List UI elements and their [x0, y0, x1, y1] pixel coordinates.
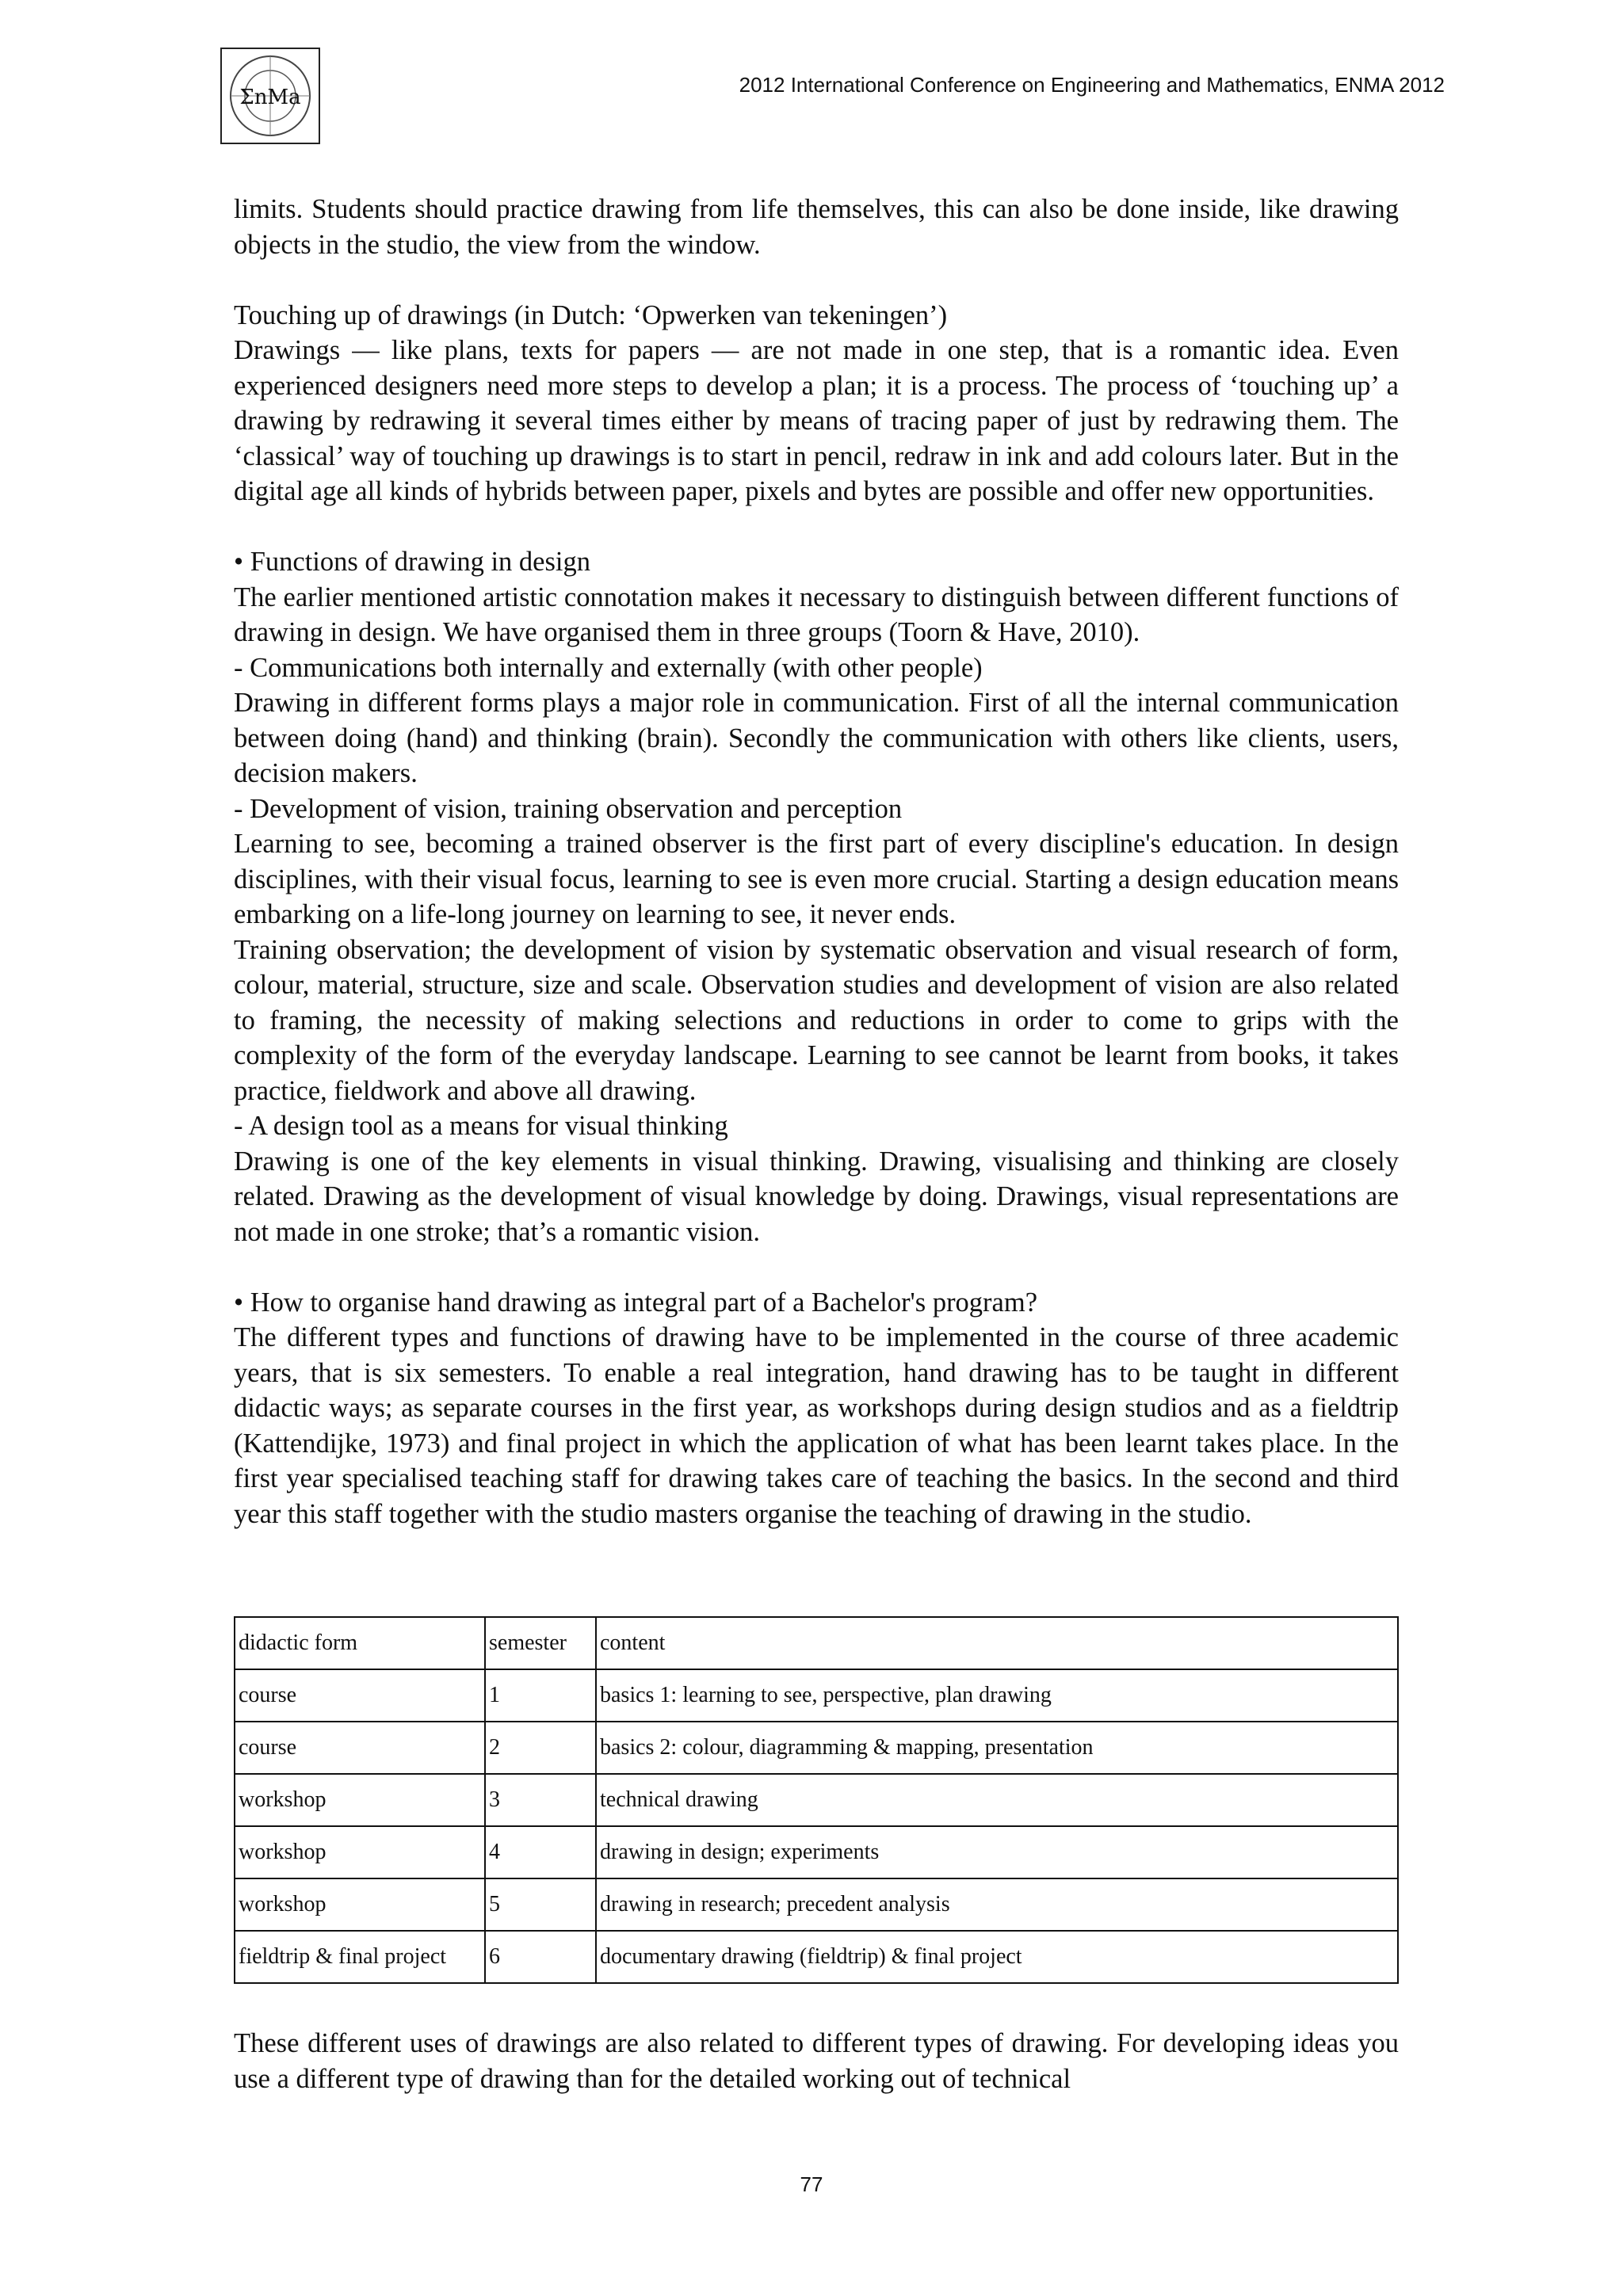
logo-text: ΣnMa	[239, 86, 301, 109]
table-cell: drawing in research; precedent analysis	[596, 1878, 1398, 1931]
paragraph: Training observation; the development of vision by systematic observation and visual research of form, colour, material, structure, size and scale. Observation studies and development of vision are also related to framing, the necessity of making selections and reductions in order to come to grips with the complexity of the form of the everyday landscape. Learning to see cannot be learnt from books, it takes practice, fieldwork and above all drawing.	[234, 934, 1399, 1106]
table-header-row	[235, 1617, 1398, 1669]
table-cell: workshop	[235, 1774, 485, 1826]
table-cell: fieldtrip & final project	[235, 1931, 485, 1983]
table-row	[235, 1878, 1398, 1931]
table-cell: workshop	[235, 1826, 485, 1878]
table-cell: 5	[485, 1878, 596, 1931]
body-text	[234, 192, 1399, 1531]
table-cell: 3	[485, 1774, 596, 1826]
paragraph: These different uses of drawings are also related to different types of drawing. For developing ideas you use a different type of drawing than for the detailed working out of technical	[234, 2028, 1399, 2094]
table-cell: 6	[485, 1931, 596, 1983]
paragraph: Drawings — like plans, texts for papers — are not made in one step, that is a romantic idea. Even experienced designers need more steps to develop a plan; it is a process. The process of ‘touching up’ a drawing by redrawing it several times either by means of tracing paper of just by redrawing them. The ‘classical’ way of touching up drawings is to start in pencil, redraw in ink and add colours later. But in the digital age all kinds of hybrids between paper, pixels and bytes are possible and offer new opportunities.	[234, 335, 1399, 506]
section-heading: Touching up of drawings (in Dutch: ‘Opwerken van tekeningen’)	[234, 299, 948, 330]
table-header-cell: didactic form	[235, 1617, 485, 1669]
page-number: 77	[800, 2172, 823, 2196]
table-row	[235, 1669, 1398, 1722]
table-cell: 2	[485, 1722, 596, 1774]
enma-logo-icon	[220, 48, 320, 144]
paragraph: limits. Students should practice drawing from life themselves, this can also be done inside, like drawing objects in the studio, the view from the window.	[234, 194, 1399, 260]
table-cell: course	[235, 1722, 485, 1774]
table-cell: 1	[485, 1669, 596, 1722]
paragraph: Drawing in different forms plays a major role in communication. First of all the internal communication between doing (hand) and thinking (brain). Secondly the communication with others like clients, users, decision makers.	[234, 688, 1399, 788]
paragraph: Drawing is one of the key elements in visual thinking. Drawing, visualising and thinking are closely related. Drawing as the development of visual knowledge by doing. Drawings, visual representations are not made in one stroke; that’s a romantic vision.	[234, 1146, 1399, 1247]
conference-logo	[220, 48, 320, 144]
paragraph: The different types and functions of drawing have to be implemented in the course of three academic years, that is six semesters. To enable a real integration, hand drawing has to be taught in different didactic ways; as separate courses in the first year, as workshops during design studios and as a fieldtrip (Kattendijke, 1973) and final project in which the application of what has been learnt takes place. In the first year specialised teaching staff for drawing takes care of teaching the basics. In the second and third year this staff together with the studio masters organise the teaching of drawing in the studio.	[234, 1322, 1399, 1529]
section-heading: • How to organise hand drawing as integral part of a Bachelor's program?	[234, 1287, 1038, 1318]
table-header-cell: content	[596, 1617, 1398, 1669]
table-row	[235, 1826, 1398, 1878]
subsection-heading: - Development of vision, training observation and perception	[234, 793, 903, 824]
table-cell: documentary drawing (fieldtrip) & final project	[596, 1931, 1398, 1983]
table-cell: basics 2: colour, diagramming & mapping, presentation	[596, 1722, 1398, 1774]
subsection-heading: - Communications both internally and externally (with other people)	[234, 652, 983, 683]
table-row	[235, 1722, 1398, 1774]
table-cell: drawing in design; experiments	[596, 1826, 1398, 1878]
table-cell: basics 1: learning to see, perspective, plan drawing	[596, 1669, 1398, 1722]
table-cell: workshop	[235, 1878, 485, 1931]
running-header: 2012 International Conference on Engineering and Mathematics, ENMA 2012	[739, 73, 1445, 97]
table-cell: technical drawing	[596, 1774, 1398, 1826]
paragraph: The earlier mentioned artistic connotation makes it necessary to distinguish between different functions of drawing in design. We have organised them in three groups (Toorn & Have, 2010).	[234, 582, 1399, 647]
subsection-heading: - A design tool as a means for visual thinking	[234, 1111, 728, 1141]
paragraph: Learning to see, becoming a trained observer is the first part of every discipline's education. In design disciplines, with their visual focus, learning to see is even more crucial. Starting a design education means embarking on a life-long journey on learning to see, it never ends.	[234, 829, 1399, 929]
didactic-table	[234, 1616, 1399, 1984]
table-cell: 4	[485, 1826, 596, 1878]
section-heading: • Functions of drawing in design	[234, 547, 590, 577]
table-row	[235, 1774, 1398, 1826]
table-header-cell: semester	[485, 1617, 596, 1669]
table-cell: course	[235, 1669, 485, 1722]
table-row	[235, 1931, 1398, 1983]
